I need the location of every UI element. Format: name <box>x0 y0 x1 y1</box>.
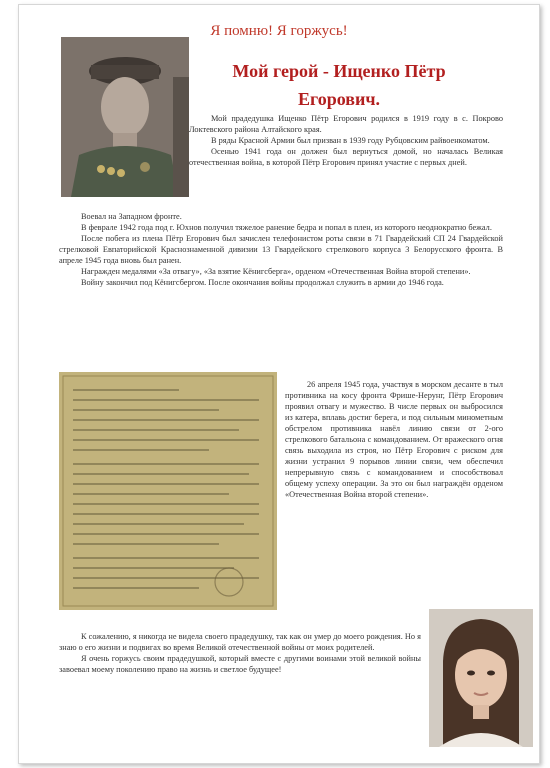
biography-text-full-width <box>59 211 503 288</box>
soldier-portrait-photo <box>61 37 189 197</box>
award-document-photo <box>59 372 277 610</box>
bio-paragraph-6: После побега из плена Пётр Егорович был зачислен телефонистом роты связи в 71 Гвардейский СП 24 Гвардейской стрелковой Евпаторийской Краснознаменной дивизии 13 Гвардейского стрелкового корпуса 3 Белорусского фронта. В апреле 1945 года вновь был ранен. <box>59 234 503 265</box>
bio-paragraph-3: Осенью 1941 года он должен был вернуться домой, но началась Великая отечественная война, в которой Пётр Егорович принял участие с первых дней. <box>189 147 503 167</box>
page-title <box>189 57 489 113</box>
soldier-portrait-image <box>61 37 189 197</box>
biography-text-top <box>189 113 503 168</box>
award-document-image <box>59 372 277 610</box>
title-line-1: Мой герой - Ищенко Пётр <box>232 61 446 81</box>
author-portrait-photo <box>429 609 533 747</box>
closing-paragraph-1: К сожалению, я никогда не видела своего прадедушку, так как он умер до моего рождения. Но я знаю о его жизни и подвигах во время Великой отечественной войны от моих родителей. <box>59 632 421 652</box>
author-portrait-image <box>429 609 533 747</box>
battle-story-text <box>285 379 503 500</box>
bio-paragraph-5: В феврале 1942 года под г. Юхнов получил тяжелое ранение бедра и попал в плен, из которого неоднократно бежал. <box>81 223 492 232</box>
document-page <box>18 4 540 764</box>
bio-paragraph-1: Мой прадедушка Ищенко Пётр Егорович родился в 1919 году в с. Покрово Локтевского района Алтайского края. <box>189 114 503 134</box>
closing-paragraph-2: Я очень горжусь своим прадедушкой, который вместе с другими воинами этой великой войны завоевал моему поколению право на жизнь и светлое будущее! <box>59 654 421 674</box>
motto: Я помню! Я горжусь! <box>210 23 348 39</box>
title-line-2: Егорович. <box>297 89 381 109</box>
bio-paragraph-2: В ряды Красной Армии был призван в 1939 году Рубцовским райвоенкоматом. <box>211 136 490 145</box>
bio-paragraph-4: Воевал на Западном фронте. <box>81 212 182 221</box>
closing-text <box>59 631 421 675</box>
bio-paragraph-7: Награжден медалями «За отвагу», «За взятие Кёнигсберга», орденом «Отечественная Война второй степени». <box>81 267 471 276</box>
battle-paragraph: 26 апреля 1945 года, участвуя в морском десанте в тыл противника на косу фронта Фрише-Нерунг, Пётр Егорович проявил отвагу и мужество. В числе первых он выбросился из катера, вплавь достиг берега, и под сильным минометным обстрелом противника навёл линию связи от 2-ого стрелкового батальона с командованием. От вражеского огня связь выходила из строя, но Пётр Егорович с риском для жизни устранил 9 порывов линии связи, чем обеспечил непрерывную связь с командованием и способствовал общему успеху операции. За это он был награждён орденом «Отечественная Война второй степени». <box>285 380 503 499</box>
bio-paragraph-8: Войну закончил под Кёнигсбергом. После окончания войны продолжал служить в армии до 1946 года. <box>81 278 444 287</box>
